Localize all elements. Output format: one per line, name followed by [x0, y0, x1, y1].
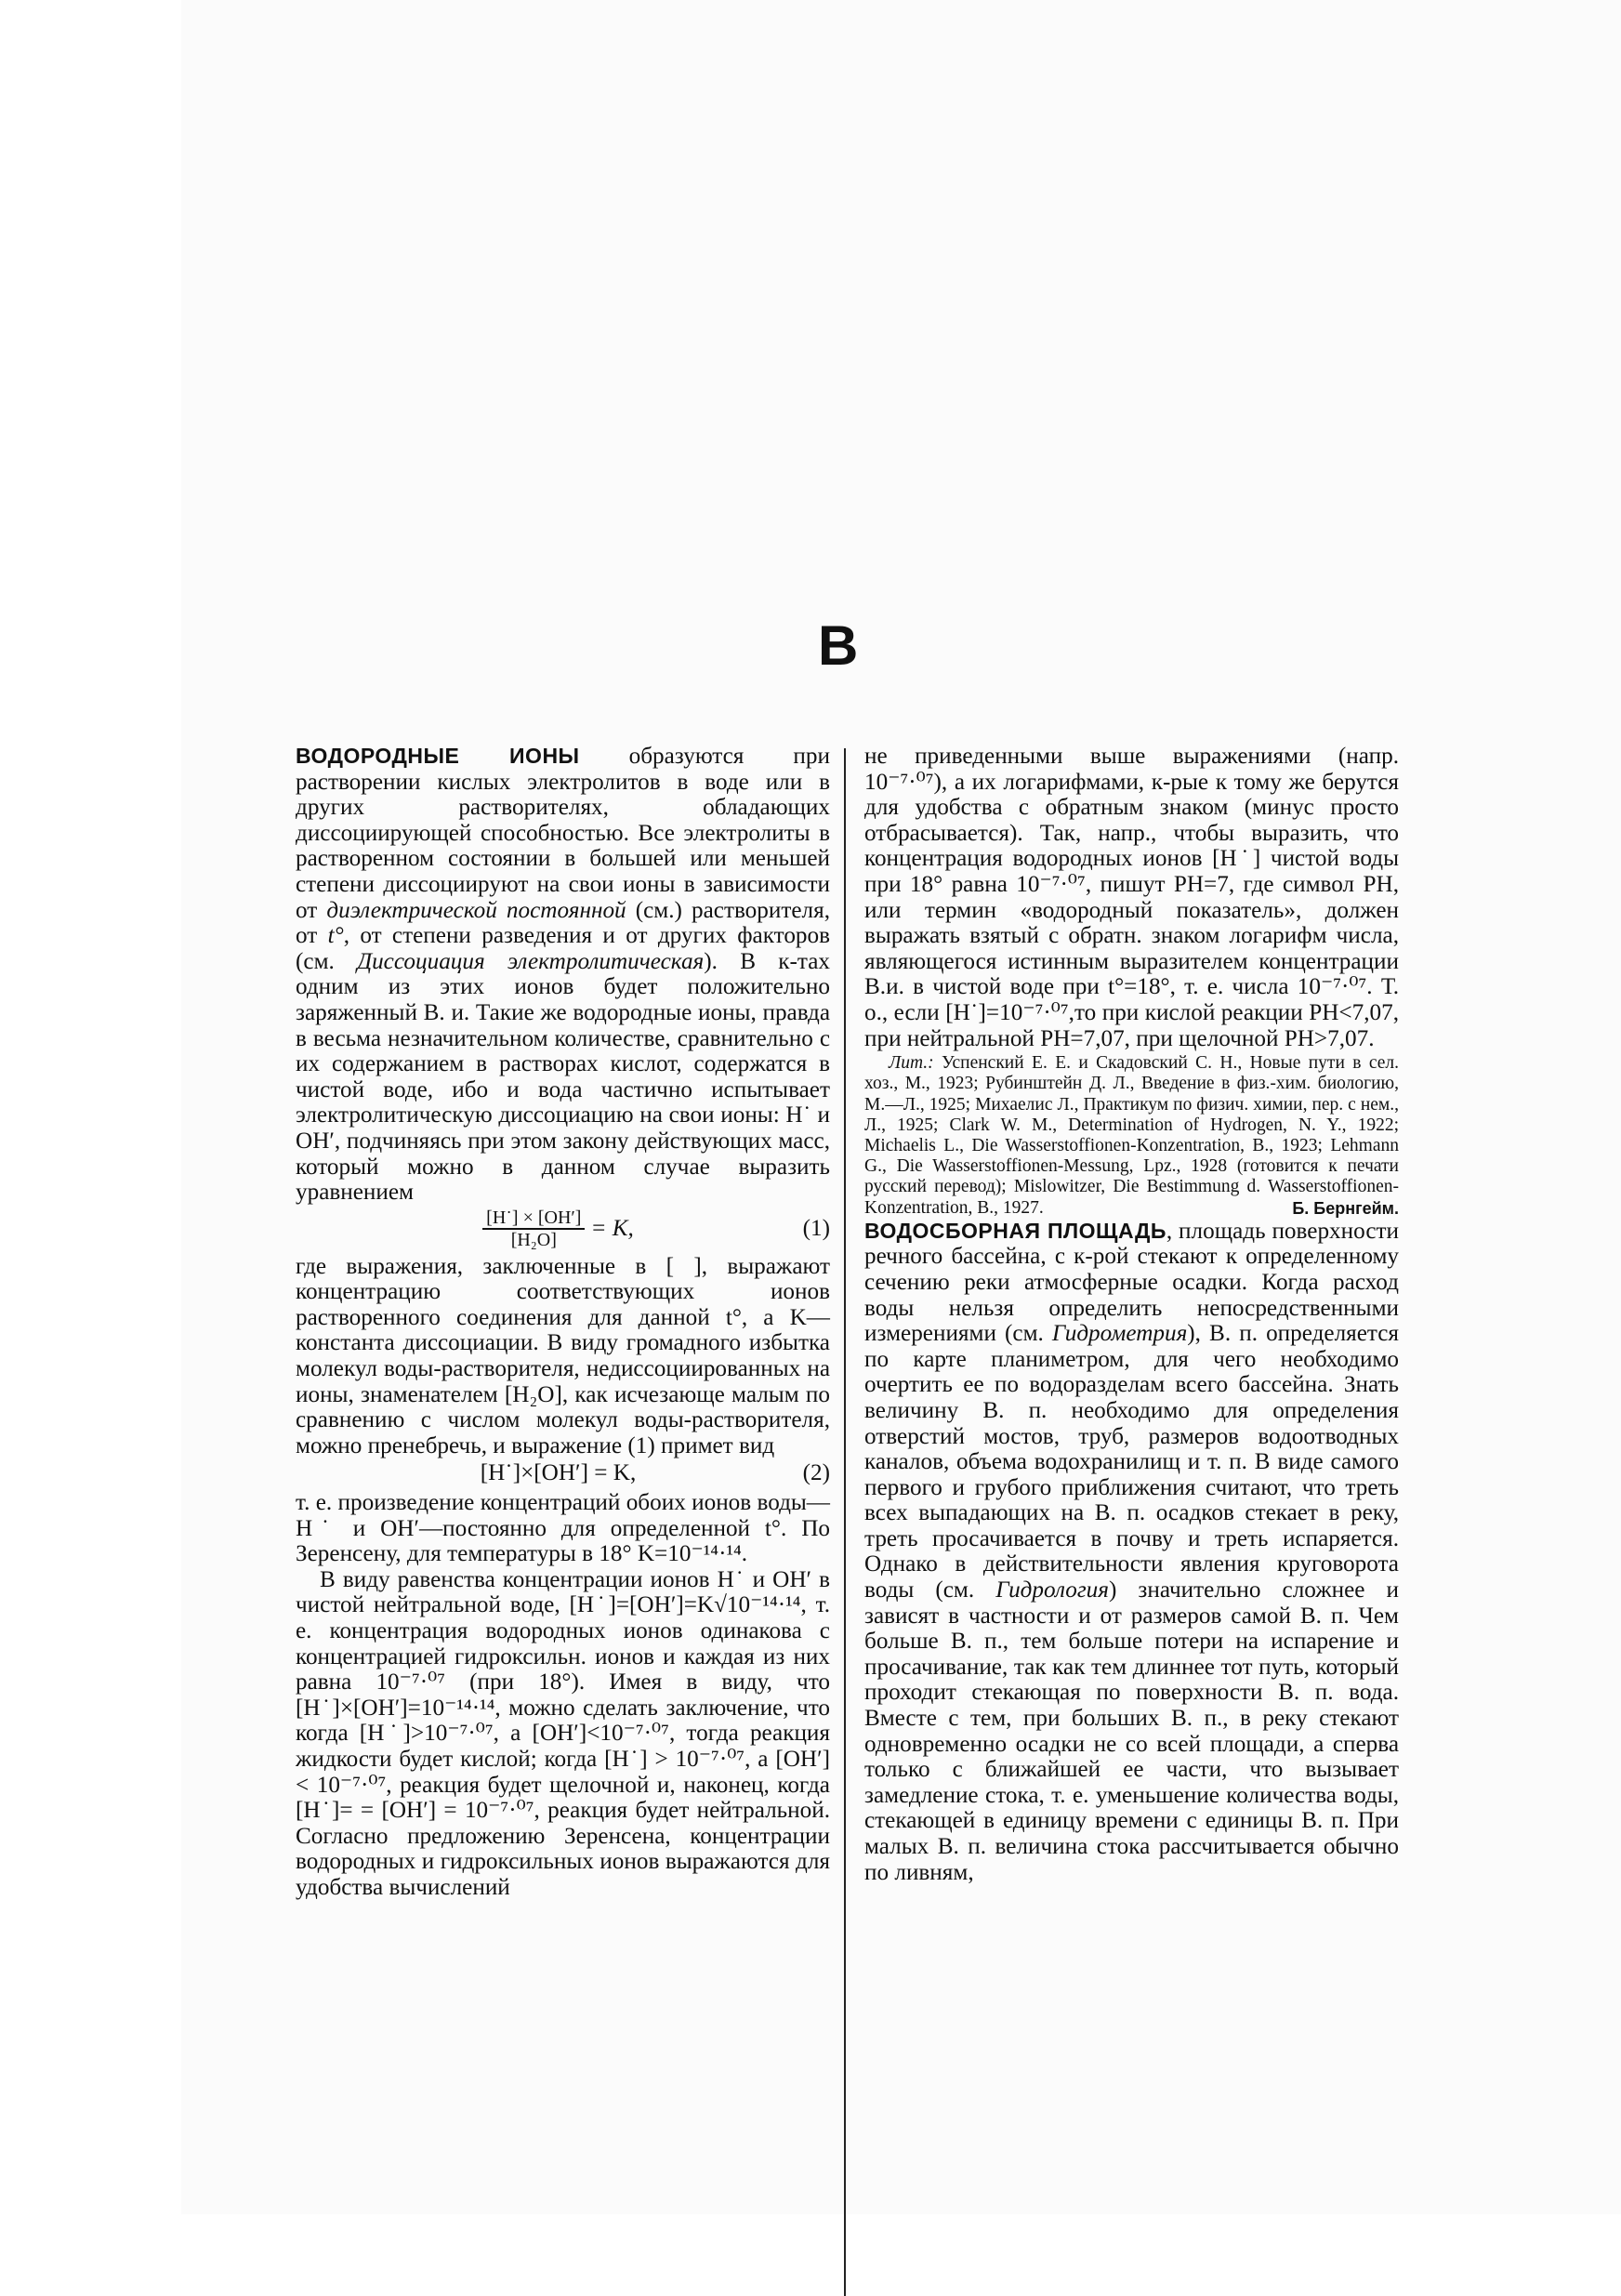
equation-1-denominator: [H₂O] [510, 1229, 557, 1250]
literature-label: Лит.: [889, 1053, 934, 1074]
equation-1-rhs: = K, [590, 1215, 634, 1241]
equation-1-fraction [482, 1207, 585, 1250]
left-column [296, 744, 830, 1901]
equation-2 [296, 1460, 830, 1486]
article-paragraph-2: где выражения, заключенные в [ ], выражают концентрацию соответствующих ионов растворенного соединения для данной t°, а K—константа диссоциации. В виду громадного избытка молекул воды-растворителя, недиссоциированных на ионы, знаменателем [H₂O], как исчезающе малым по сравнению с числом молекул воды-растворителя, можно пренебречь, и выражение (1) примет вид [296, 1253, 830, 1458]
article-paragraph-4: В виду равенства концентрации ионов H˙ и OH′ в чистой нейтральной воде, [H˙]=[OH′]=K√10⁻¹⁴·¹⁴, т. е. концентрация водородных ионов одинакова с концентрацией гидроксильн. ионов и каждая из них равна 10⁻⁷·⁰⁷ (при 18°). Имея в виду, что [H˙]×[OH′]=10⁻¹⁴·¹⁴, можно сделать заключение, что когда [H˙]>10⁻⁷·⁰⁷, а [OH′]<10⁻⁷·⁰⁷, тогда реакция жидкости будет кислой; когда [H˙] > 10⁻⁷·⁰⁷, а [OH′] < 10⁻⁷·⁰⁷, реакция будет щелочной и, наконец, когда [H˙]= = [OH′] = 10⁻⁷·⁰⁷, реакция будет нейтральной. Согласно предложению Зеренсена, концентрации водородных и гидроксильных ионов выражаются для удобства вычислений [296, 1566, 830, 1900]
article-paragraph-1: ВОДОРОДНЫЕ ИОНЫ образуются при растворении кислых электролитов в воде или в других растворителях, обладающих диссоциирующей способностью. Все электролиты в растворенном состоянии в большей или меньшей степени диссоциируют на свои ионы в зависимости от диэлектрической постоянной (см.) растворителя, от t°, от степени разведения и от других факторов (см. Диссоциация электролитическая). В к-тах одним из этих ионов будет положительно заряженный В. и. Такие же водородные ионы, правда в весьма незначительном количестве, сравнительно с их содержанием в растворах кислот, содержатся в чистой воде, ибо и вода частично испытывает электролитическую диссоциацию на свои ионы: H˙ и OH′, подчиняясь при этом закону действующих масс, который можно в данном случае выразить уравнением [296, 744, 830, 1206]
article-continuation: не приведенными выше выражениями (напр. 10⁻⁷·⁰⁷), а их логарифмами, к-рые к тому же берутся для удобства с обратным знаком (минус просто отбрасывается). Так, напр., чтобы выразить, что концентрация водородных ионов [H˙] чистой воды при 18° равна 10⁻⁷·⁰⁷, пишут PH=7, где символ PH, или термин «водородный показатель», должен выражать взятый с обратн. знаком логарифм числа, являющегося истинным выразителем концентрации В.и. в чистой воде при t°=18°, т. е. числа 10⁻⁷·⁰⁷. Т. о., если [H˙]=10⁻⁷·⁰⁷,то при кислой реакции PH<7,07, при нейтральной PH=7,07, при щелочной PH>7,07. [864, 744, 1399, 1051]
equation-1 [296, 1207, 830, 1250]
literature-block [864, 1053, 1399, 1219]
article-headword-2: ВОДОСБОРНАЯ ПЛОЩАДЬ [864, 1218, 1166, 1243]
author-signature: Б. Бернгейм. [1292, 1198, 1399, 1218]
equation-1-number: (1) [802, 1215, 830, 1241]
equation-2-number: (2) [802, 1460, 830, 1486]
equation-1-numerator: [H˙] × [OH′] [482, 1207, 585, 1230]
equation-2-body: [H˙]×[OH′] = K, [480, 1460, 637, 1486]
article-paragraph-3: т. е. произведение концентраций обоих ионов воды—H˙ и OH′—постоянно для определенной t°. По Зеренсену, для температуры в 18° K=10⁻¹⁴·¹⁴. [296, 1490, 830, 1567]
section-letter: В [818, 614, 859, 677]
article-paragraph-2-right: ВОДОСБОРНАЯ ПЛОЩАДЬ, площадь поверхности речного бассейна, с к-рой стекают к определенному сечению реки атмосферные осадки. Когда расход воды нельзя определить непосредственными измерениями (см. Гидрометрия), В. п. определяется по карте планиметром, для чего необходимо очертить ее по водоразделам всего бассейна. Знать величину В. п. необходимо для определения отверстий мостов, труб, размеров водоотводных каналов, объема водохранилищ и т. п. В виде самого первого и грубого приближения считают, что треть всех выпадающих на В. п. осадков стекает в реку, треть просачивается в почву и треть испаряется. Однако в действительности явления круговорота воды (см. Гидрология) значительно сложнее и зависят в частности и от размеров самой В. п. Чем больше В. п., тем больше потери на испарение и просачивание, так как тем длиннее тот путь, который проходит стекающая по поверхности В. п. вода. Вместе с тем, при больших В. п., в реку стекают одновременно осадки не со всей площади, а сперва только с ближайшей ее части, что вызывает замедление стока, т. е. уменьшение количества воды, стекающей в единицу времени с единицы В. п. При малых В. п. величина стока рассчитывается обычно по ливням, [864, 1218, 1399, 1885]
literature-text: Успенский Е. Е. и Скадовский С. Н., Новые пути в сел. хоз., М., 1923; Рубинштейн Д. Л., Введение в физ.-хим. биологию, М.—Л., 1925; Михаелис Л., Практикум по физич. химии, пер. с нем., Л., 1925; Clark W. M., Determination of Hydrogen, N. Y., 1922; Michaelis L., Die Wasserstoffionen-Konzentration, В., 1923; Lehmann G., Die Wasserstoffionen-Messung, Lpz., 1928 (готовится к печати русский перевод); Mislowitzer, Die Bestimmung d. Wasserstoffionen-Konzentration, В., 1927. [864, 1053, 1399, 1218]
right-column [864, 744, 1399, 1885]
column-divider [844, 748, 846, 2296]
article-headword: ВОДОРОДНЫЕ ИОНЫ [296, 744, 580, 768]
